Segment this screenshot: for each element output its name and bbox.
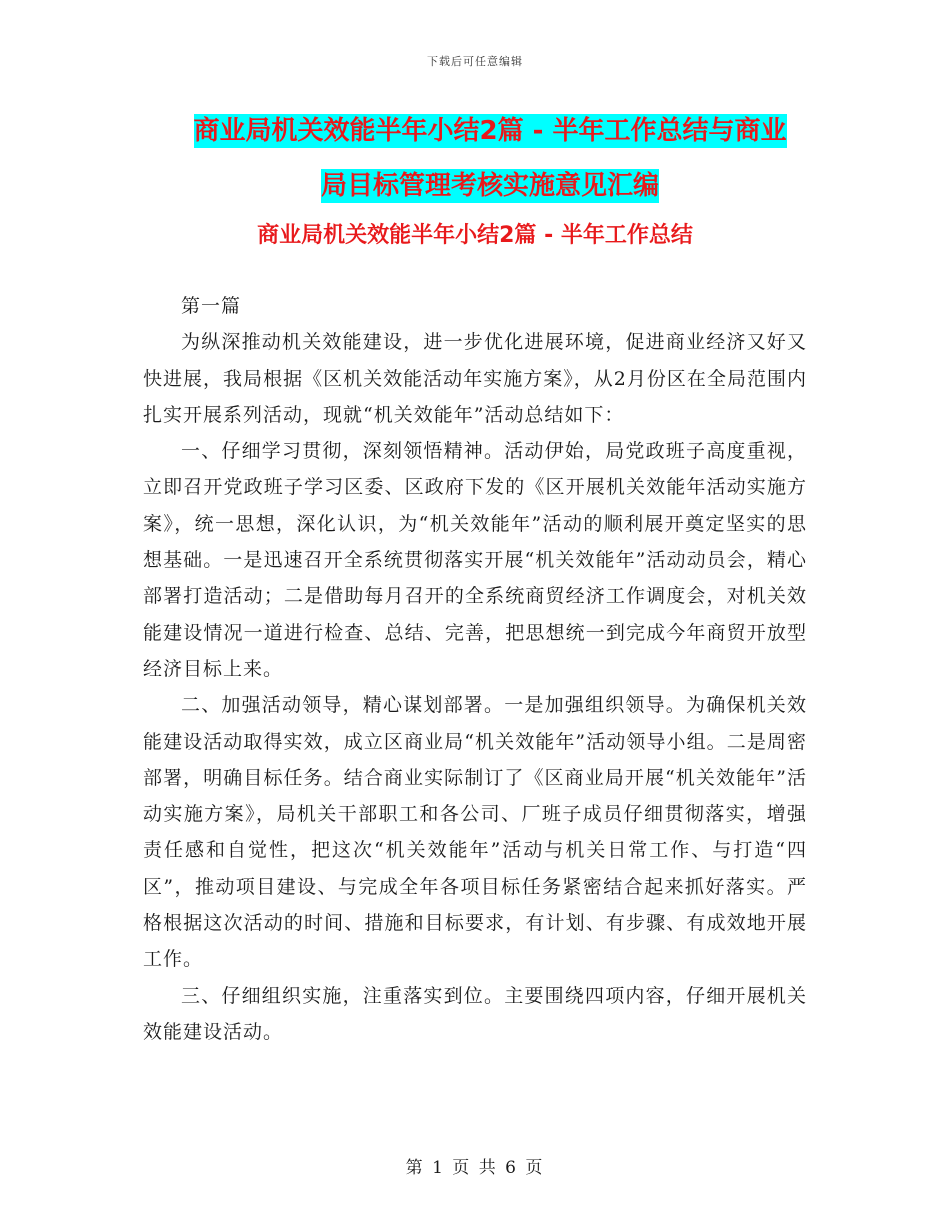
page-footer: 第 1 页 共 6 页 (405, 1158, 545, 1178)
title-line-1: 商业局机关效能半年小结2篇 - 半年工作总结与商业 (193, 116, 787, 146)
title-line-2: 局目标管理考核实施意见汇编 (320, 171, 659, 201)
paragraph-part-label: 第一篇 (181, 295, 242, 317)
page-header-note: 下载后可任意编辑 (427, 55, 523, 68)
document-body (143, 288, 807, 1050)
paragraph-intro: 为纵深推动机关效能建设，进一步优化进展环境，促进商业经济又好又快进展，我局根据《区机关效能活动年实施方案》，从2月份区在全局范围内扎实开展系列活动，现就“机关效能年”活动总结如下： (143, 331, 807, 426)
paragraph-section-3: 三、仔细组织实施，注重落实到位。主要围绕四项内容，仔细开展机关效能建设活动。 (143, 984, 807, 1043)
paragraph-section-2: 二、加强活动领导，精心谋划部署。一是加强组织领导。为确保机关效能建设活动取得实效，成立区商业局“机关效能年”活动领导小组。二是周密部署，明确目标任务。结合商业实际制订了《区商业局开展“机关效能年”活动实施方案》，局机关干部职工和各公司、厂班子成员仔细贯彻落实，增强责任感和自觉性，把这次“机关效能年”活动与机关日常工作、与打造“四区”，推动项目建设、与完成全年各项目标任务紧密结合起来抓好落实。严格根据这次活动的时间、措施和目标要求，有计划、有步骤、有成效地开展工作。 (143, 694, 807, 971)
paragraph-section-1: 一、仔细学习贯彻，深刻领悟精神。活动伊始，局党政班子高度重视，立即召开党政班子学习区委、区政府下发的《区开展机关效能年活动实施方案》，统一思想，深化认识，为“机关效能年”活动的顺利展开奠定坚实的思想基础。一是迅速召开全系统贯彻落实开展“机关效能年”活动动员会，精心部署打造活动；二是借助每月召开的全系统商贸经济工作调度会，对机关效能建设情况一道进行检查、总结、完善，把思想统一到完成今年商贸开放型经济目标上来。 (143, 440, 807, 680)
section-title: 商业局机关效能半年小结2篇 - 半年工作总结 (257, 223, 693, 248)
document-title (140, 104, 840, 214)
